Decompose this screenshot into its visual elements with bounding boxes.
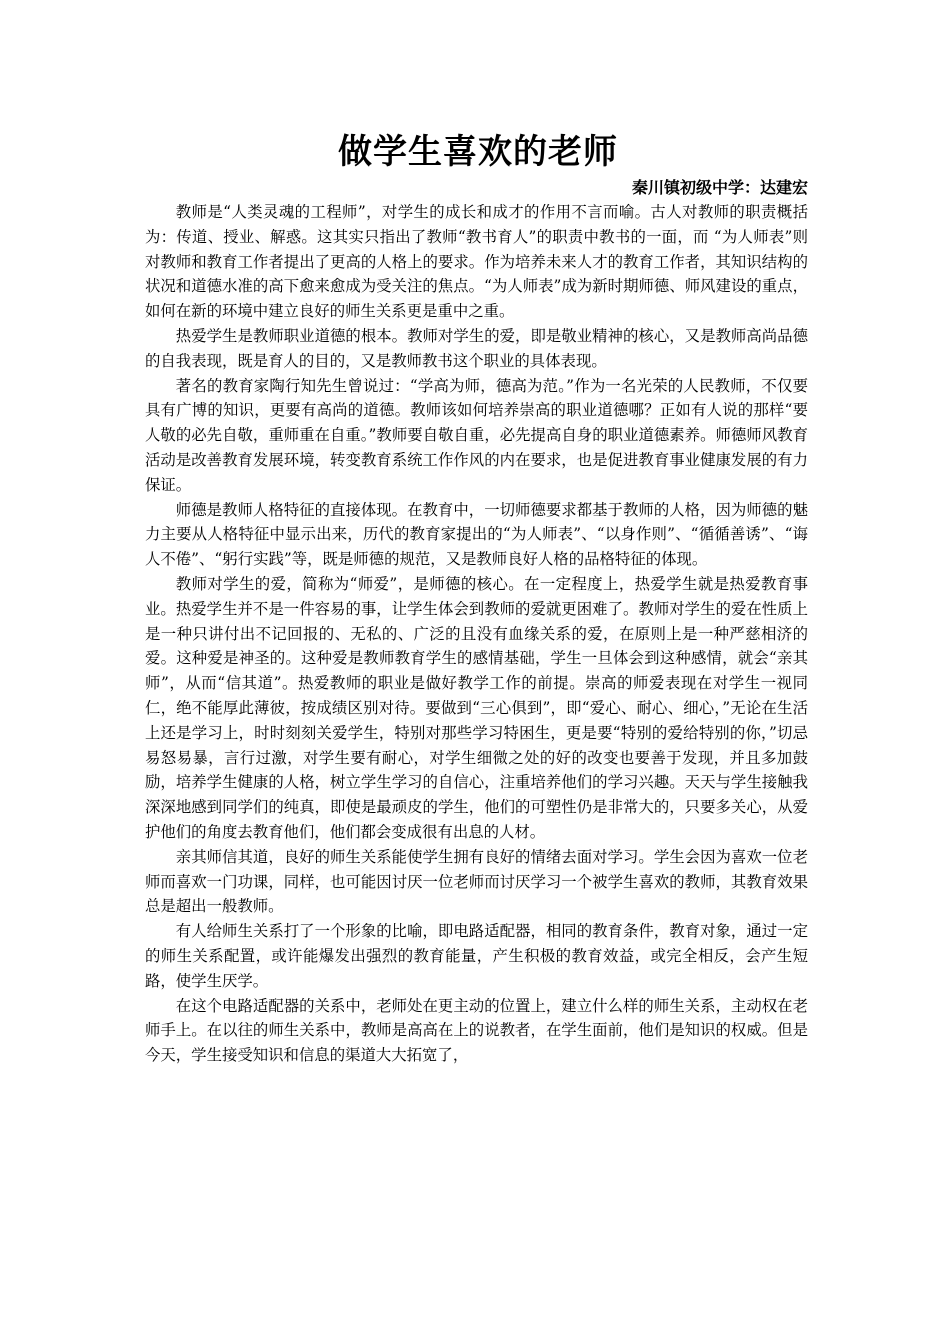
paragraph-4: 师德是教师人格特征的直接体现。在教育中，一切师德要求都基于教师的人格，因为师德的魅力主要从人格特征中显示出来，历代的教育家提出的“为人师表”、“以身作则”、“循循善诱”、“诲人不倦”、“躬行实践”等，既是师德的规范，又是教师良好人格的品格特征的体现。 — [145, 500, 808, 569]
document-title: 做学生喜欢的老师 — [338, 132, 618, 172]
paragraph-5: 教师对学生的爱，简称为“师爱”，是师德的核心。在一定程度上，热爱学生就是热爱教育事业。热爱学生并不是一件容易的事，让学生体会到教师的爱就更困难了。教师对学生的爱在性质上是一种只讲付出不记回报的、无私的、广泛的且没有血缘关系的爱，在原则上是一种严慈相济的爱。这种爱是神圣的。这种爱是教师教育学生的感情基础，学生一旦体会到这种感情，就会“亲其师”，从而“信其道”。热爱教师的职业是做好教学工作的前提。崇高的师爱表现在对学生一视同仁，绝不能厚此薄彼，按成绩区别对待。要做到“三心俱到”，即“爱心、耐心、细心，”无论在生活上还是学习上，时时刻刻关爱学生，特别对那些学习特困生，更是要“特别的爱给特别的你，”切忌易怒易暴，言行过激，对学生要有耐心，对学生细微之处的好的改变也要善于发现，并且多加鼓励，培养学生健康的人格，树立学生学习的自信心，注重培养他们的学习兴趣。天天与学生接触我深深地感到同学们的纯真，即使是最顽皮的学生，他们的可塑性仍是非常大的，只要多关心，从爱护他们的角度去教育他们，他们都会变成很有出息的人材。 — [145, 574, 808, 841]
paragraph-2: 热爱学生是教师职业道德的根本。教师对学生的爱，即是敬业精神的核心，又是教师高尚品德的自我表现，既是育人的目的，又是教师教书这个职业的具体表现。 — [145, 326, 808, 370]
paragraph-1: 教师是“人类灵魂的工程师”，对学生的成长和成才的作用不言而喻。古人对教师的职责概括为：传道、授业、解惑。这其实只指出了教师“教书育人”的职责中教书的一面，而 “为人师表”则对教师和教育工作者提出了更高的人格上的要求。作为培养未来人才的教育工作者，其知识结构的状况和道德水准的高下愈来愈成为受关注的焦点。“为人师表”成为新时期师德、师风建设的重点，如何在新的环境中建立良好的师生关系更是重中之重。 — [145, 203, 808, 321]
paragraph-6: 亲其师信其道，良好的师生关系能使学生拥有良好的情绪去面对学习。学生会因为喜欢一位老师而喜欢一门功课，同样，也可能因讨厌一位老师而讨厌学习一个被学生喜欢的教师，其教育效果总是超出一般教师。 — [145, 847, 808, 916]
paragraph-7: 有人给师生关系打了一个形象的比喻，即电路适配器，相同的教育条件，教育对象，通过一定的师生关系配置，或许能爆发出强烈的教育能量，产生积极的教育效益，或完全相反，会产生短路，使学生厌学。 — [145, 922, 808, 990]
document-page — [145, 0, 808, 1068]
paragraph-8: 在这个电路适配器的关系中，老师处在更主动的位置上，建立什么样的师生关系，主动权在老师手上。在以往的师生关系中，教师是高高在上的说教者，在学生面前，他们是知识的权威。但是今天，学生接受知识和信息的渠道大大拓宽了， — [145, 996, 808, 1065]
document-author: 秦川镇初级中学：达建宏 — [631, 178, 808, 197]
paragraph-3: 著名的教育家陶行知先生曾说过：“学高为师，德高为范。”作为一名光荣的人民教师，不仅要具有广博的知识，更要有高尚的道德。教师该如何培养崇高的职业道德哪？正如有人说的那样“要人敬的必先自敬，重师重在自重。”教师要自敬自重，必先提高自身的职业道德素养。师德师风教育活动是改善教育发展环境，转变教育系统工作作风的内在要求，也是促进教育事业健康发展的有力保证。 — [145, 376, 808, 494]
